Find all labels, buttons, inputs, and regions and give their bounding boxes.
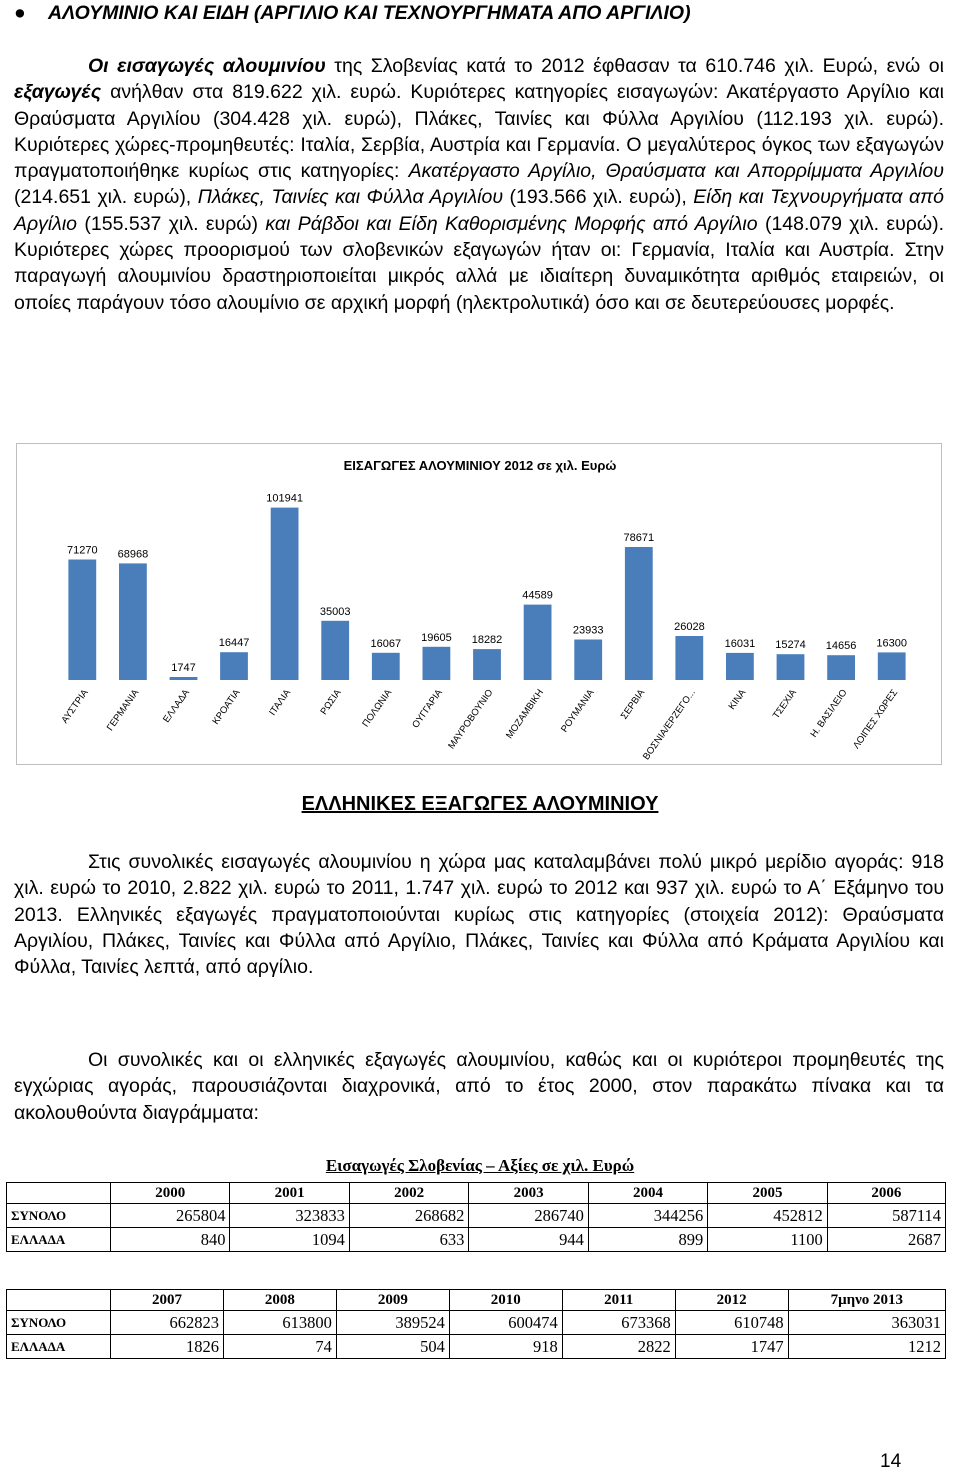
table-row xyxy=(7,1311,946,1335)
category-label: ΤΣΕΧΙΑ xyxy=(770,687,799,722)
bar-value-label: 16447 xyxy=(218,637,250,650)
value-cell: 1212 xyxy=(788,1335,945,1359)
bar-value-label: 16031 xyxy=(724,637,756,650)
bar-8 xyxy=(473,649,501,680)
value-cell: 323833 xyxy=(230,1204,349,1228)
value-cell: 613800 xyxy=(223,1311,336,1335)
year-cell: 2005 xyxy=(708,1183,827,1204)
value-cell: 389524 xyxy=(336,1311,449,1335)
bar-value-label: 15274 xyxy=(775,639,806,652)
year-cell: 2012 xyxy=(675,1290,788,1311)
year-cell: 2006 xyxy=(827,1183,945,1204)
value-cell: 840 xyxy=(111,1228,230,1252)
year-cell: 7μηνο 2013 xyxy=(788,1290,945,1311)
chart-svg xyxy=(17,444,943,766)
bar-value-label: 16067 xyxy=(370,637,402,650)
bar-value-label: 71270 xyxy=(67,544,98,557)
header-empty-cell xyxy=(7,1290,111,1311)
page-number: 14 xyxy=(880,1451,902,1472)
category-label: ΠΟΛΩΝΙΑ xyxy=(360,687,395,730)
category-label: ΑΥΣΤΡΙΑ xyxy=(59,687,91,726)
value-cell: 286740 xyxy=(469,1204,588,1228)
bar-value-label: 18282 xyxy=(471,634,503,647)
paragraph-table-intro xyxy=(14,1047,944,1126)
value-cell: 673368 xyxy=(562,1311,675,1335)
category-italic: Είδη και Τεχνουργήματα από Αργίλιο xyxy=(14,186,944,235)
value-cell: 600474 xyxy=(449,1311,562,1335)
bar-value-label: 68968 xyxy=(117,548,149,561)
table-row xyxy=(7,1228,946,1252)
bar-15 xyxy=(827,655,855,680)
category-label: ΙΤΑΛΙΑ xyxy=(267,687,294,718)
bar-0 xyxy=(68,560,96,681)
row-label: ΣΥΝΟΛΟ xyxy=(7,1204,111,1228)
category-label: ΛΟΙΠΕΣ ΧΩΡΕΣ xyxy=(851,687,901,751)
category-label: ΒΟΣΝΙΑ/ΕΡΖΕΓΟ... xyxy=(640,687,698,763)
text-run: (148.079 χιλ. ευρώ). Κυριότερες χώρες προορισμού των σλοβενικών εξαγωγών ήταν οι: Γερμανία, Ιταλία και Αυστρία. Στην παραγωγή αλουμινίου δραστηριοποιείται μικρός αλλά με ιδιαίτερη δυναμικότητα αριθμός εταιρειών, οι οποίες παράγουν τόσο αλουμίνιο σε αρχική μορφή (ηλεκτρολυτικά) όσο και σε δευτερεύουσες μορφές. xyxy=(14,212,944,314)
category-label: ΜΑΥΡΟΒΟΥΝΙΟ xyxy=(446,687,496,752)
chart-title: ΕΙΣΑΓΩΓΕΣ ΑΛΟΥΜΙΝΙΟΥ 2012 σε χιλ. Ευρώ xyxy=(343,458,617,473)
imports-table-2000-2006 xyxy=(6,1182,946,1252)
value-cell: 344256 xyxy=(588,1204,707,1228)
value-cell: 587114 xyxy=(827,1204,945,1228)
bar-14 xyxy=(777,654,805,680)
table-header-row xyxy=(7,1183,946,1204)
bar-3 xyxy=(220,652,248,680)
text-run: της Σλοβενίας κατά το 2012 έφθασαν τα 610.746 χιλ. Ευρώ, ενώ οι xyxy=(325,55,944,77)
row-label: ΕΛΛΑΔΑ xyxy=(7,1228,111,1252)
value-cell: 633 xyxy=(349,1228,468,1252)
table-header-row xyxy=(7,1290,946,1311)
value-cell: 610748 xyxy=(675,1311,788,1335)
value-cell: 74 xyxy=(223,1335,336,1359)
text-run: Οι συνολικές και οι ελληνικές εξαγωγές αλουμινίου, καθώς και οι κυριότεροι προμηθευτές της εγχώριας αγοράς, παρουσιάζονται διαχρονικά, από το έτος 2000, στον παρακάτω πίνακα και τα ακολουθούντα διαγράμματα: xyxy=(14,1049,944,1124)
year-cell: 2008 xyxy=(223,1290,336,1311)
heading-text: ΑΛΟΥΜΙΝΙΟ ΚΑΙ ΕΙΔΗ (ΑΡΓΙΛΙΟ ΚΑΙ ΤΕΧΝΟΥΡΓΗΜΑΤΑ ΑΠΟ ΑΡΓΙΛΙΟ) xyxy=(48,2,691,24)
category-italic: Πλάκες, Ταινίες και Φύλλα Αργιλίου xyxy=(197,186,504,209)
bar-value-label: 78671 xyxy=(623,532,655,544)
value-cell: 265804 xyxy=(111,1204,230,1228)
year-cell: 2007 xyxy=(111,1290,224,1311)
bar-value-label: 44589 xyxy=(522,589,553,602)
table-row xyxy=(7,1335,946,1359)
bar-13 xyxy=(726,653,754,680)
text-run: Στις συνολικές εισαγωγές αλουμινίου η χώρα μας καταλαμβάνει πολύ μικρό μερίδιο αγοράς: 918 χιλ. ευρώ το 2010, 2.822 χιλ. ευρώ το 2011, 1.747 χιλ. ευρώ το 2012 και 937 χιλ. ευρώ το Α΄ Εξάμηνο του 2013. Ελληνικές εξαγωγές πραγματοποιούνται κυρίως στις κατηγορίες (στοιχεία 2012): Θραύσματα Αργιλίου, Πλάκες, Ταινίες και Φύλλα από Αργίλιο, Πλάκες, Ταινίες και Φύλλα από Κράματα Αργιλίου και Φύλλα, Ταινίες λεπτά, από αργίλιο. xyxy=(14,851,944,979)
year-cell: 2004 xyxy=(588,1183,707,1204)
bar-value-label: 14656 xyxy=(825,640,857,653)
bar-11 xyxy=(625,547,653,680)
value-cell: 899 xyxy=(588,1228,707,1252)
table-row xyxy=(7,1204,946,1228)
bar-value-label: 35003 xyxy=(319,605,351,618)
category-label: ΚΡΟΑΤΙΑ xyxy=(210,687,243,727)
bar-5 xyxy=(321,621,349,680)
bar-2 xyxy=(170,677,198,680)
paragraph-imports xyxy=(14,53,944,316)
text-run: (155.537 χιλ. ευρώ) xyxy=(77,212,266,235)
text-run: (193.566 χιλ. ευρώ), xyxy=(503,186,694,209)
value-cell: 2687 xyxy=(827,1228,945,1252)
table-title: Εισαγωγές Σλοβενίας – Αξίες σε χιλ. Ευρώ xyxy=(325,1156,635,1175)
bar-10 xyxy=(574,640,602,681)
row-label: ΣΥΝΟΛΟ xyxy=(7,1311,111,1335)
bullet-icon: ● xyxy=(14,2,26,24)
value-cell: 944 xyxy=(469,1228,588,1252)
bar-16 xyxy=(878,652,906,680)
section-heading xyxy=(14,0,691,26)
category-label: Η. ΒΑΣΙΛΕΙΟ xyxy=(808,687,850,740)
row-label: ΕΛΛΑΔΑ xyxy=(7,1335,111,1359)
value-cell: 1100 xyxy=(708,1228,827,1252)
bar-value-label: 19605 xyxy=(421,631,452,644)
bar-1 xyxy=(119,563,147,680)
bar-value-label: 26028 xyxy=(674,621,705,633)
imports-term: Οι εισαγωγές αλουμινίου xyxy=(88,55,326,77)
bar-6 xyxy=(372,653,400,680)
value-cell: 504 xyxy=(336,1335,449,1359)
bar-9 xyxy=(524,605,552,680)
bar-value-label: 1747 xyxy=(171,662,196,674)
value-cell: 268682 xyxy=(349,1204,468,1228)
bar-12 xyxy=(675,636,703,680)
value-cell: 662823 xyxy=(111,1311,224,1335)
value-cell: 2822 xyxy=(562,1335,675,1359)
value-cell: 918 xyxy=(449,1335,562,1359)
value-cell: 452812 xyxy=(708,1204,827,1228)
year-cell: 2002 xyxy=(349,1183,468,1204)
greek-exports-title: ΕΛΛΗΝΙΚΕΣ ΕΞΑΓΩΓΕΣ ΑΛΟΥΜΙΝΙΟΥ xyxy=(301,793,659,815)
category-label: ΚΙΝΑ xyxy=(726,687,749,712)
category-label: ΜΟΖΑΜΒΙΚΗ xyxy=(504,687,547,741)
header-empty-cell xyxy=(7,1183,111,1204)
value-cell: 1747 xyxy=(675,1335,788,1359)
paragraph-greek-exports xyxy=(14,849,944,980)
category-label: ΟΥΓΓΑΡΙΑ xyxy=(410,687,445,731)
category-label: ΣΕΡΒΙΑ xyxy=(618,687,648,722)
category-label: ΡΩΣΙΑ xyxy=(318,687,344,717)
text-run: ανήλθαν στα 819.622 χιλ. ευρώ. Κυριότερες κατηγορίες εισαγωγών: Ακατέργαστο Αργίλιο και Θραύσματα Αργιλίου (304.428 χιλ. ευρώ), Πλάκες, Ταινίες και Φύλλα Αργιλίου (112.193 χιλ. ευρώ). Κυριότερες χώρες-προμηθευτές: Ιταλία, Σερβία, Αυστρία και Γερμανία. Ο μεγαλύτερος όγκος των εξαγωγών πραγματοποιήθηκε κυρίως στις κατηγορίες: xyxy=(14,81,944,183)
category-italic: και Ράβδοι και Είδη Καθορισμένης Μορφής από Αργίλιο xyxy=(265,212,758,235)
category-italic: Ακατέργαστο Αργίλιο, Θραύσματα και Απορρίμματα Αργιλίου xyxy=(408,160,944,183)
bar-value-label: 16300 xyxy=(876,637,907,650)
year-cell: 2011 xyxy=(562,1290,675,1311)
bar-value-label: 23933 xyxy=(572,624,604,637)
text-run: (214.651 χιλ. ευρώ), xyxy=(14,186,198,209)
exports-term: εξαγωγές xyxy=(14,81,102,104)
year-cell: 2010 xyxy=(449,1290,562,1311)
imports-chart xyxy=(16,443,942,765)
value-cell: 1094 xyxy=(230,1228,349,1252)
year-cell: 2001 xyxy=(230,1183,349,1204)
year-cell: 2003 xyxy=(469,1183,588,1204)
bar-4 xyxy=(271,508,299,680)
category-label: ΕΛΛΑΔΑ xyxy=(161,687,192,725)
bar-7 xyxy=(423,647,451,680)
value-cell: 363031 xyxy=(788,1311,945,1335)
value-cell: 1826 xyxy=(111,1335,224,1359)
imports-table-2007-2013 xyxy=(6,1289,946,1359)
year-cell: 2009 xyxy=(336,1290,449,1311)
category-label: ΡΟΥΜΑΝΙΑ xyxy=(559,687,597,735)
bar-value-label: 101941 xyxy=(266,492,303,505)
year-cell: 2000 xyxy=(111,1183,230,1204)
category-label: ΓΕΡΜΑΝΙΑ xyxy=(104,687,142,734)
